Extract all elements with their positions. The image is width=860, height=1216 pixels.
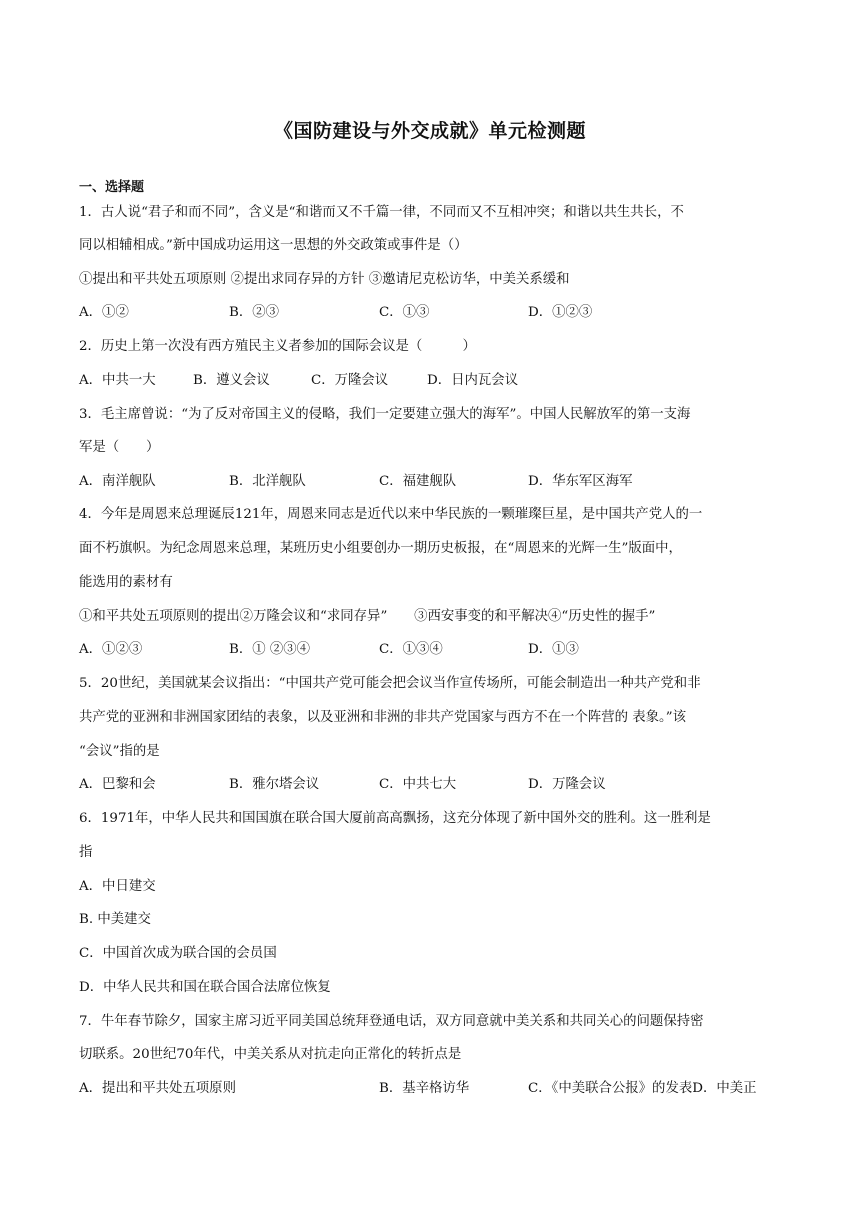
q1-statements: ①提出和平共处五项原则 ②提出求同存异的方针 ③邀请尼克松访华，中美关系缓和 [79,272,570,287]
q6-option-c: C．中国首次成为联合国的会员国 [79,946,277,961]
q6-option-d: D．中华人民共和国在联合国合法席位恢复 [79,980,331,995]
q5-option-d: D．万隆会议 [528,777,606,792]
q7-stem-line1: 7．牛年春节除夕，国家主席习近平同美国总统拜登通电话，双方同意就中美关系和共同关心的问题保持密 [79,1014,704,1029]
q4-stem-line1: 4．今年是周恩来总理诞辰121年，周恩来同志是近代以来中华民族的一颗璀璨巨星，是中国共产党人的一 [79,507,703,522]
q7-option-a: A．提出和平共处五项原则 [79,1081,236,1096]
q4-stem-line3: 能选用的素材有 [79,575,173,590]
q4-stem-line2: 面不朽旗帜。为纪念周恩来总理，某班历史小组要创办一期历史板报，在“周恩来的光辉一生”版面中， [79,541,682,556]
q7-option-c: C．《中美联合公报》的发表D．中美正 [528,1081,757,1096]
q1-stem-line2: 同以相辅相成。”新中国成功运用这一思想的外交政策或事件是（） [79,238,468,253]
q4-statements: ①和平共处五项原则的提出②万隆会议和“求同存异” ③西安事变的和平解决④“历史性的握手” [79,609,656,624]
q6-stem-line1: 6．1971年，中华人民共和国国旗在联合国大厦前高高飘扬，这充分体现了新中国外交的胜利。这一胜利是 [79,811,711,826]
q3-option-b: B．北洋舰队 [229,474,306,489]
q6-option-b: B. 中美建交 [79,912,151,927]
q4-option-a: A．①②③ [79,642,143,657]
q5-option-c: C．中共七大 [379,777,457,792]
section-heading: 一、选择题 [79,180,145,195]
q1-option-d: D．①②③ [528,305,593,320]
page-title: 《国防建设与外交成就》单元检测题 [273,120,586,142]
q5-option-b: B．雅尔塔会议 [229,777,320,792]
q2-option-b: B．遵义会议 [193,373,270,388]
q1-option-a: A．①② [79,305,129,320]
q1-option-b: B．②③ [229,305,280,320]
q3-option-a: A．南洋舰队 [79,474,156,489]
q3-stem-line2: 军是（ ） [79,440,160,455]
q2-option-c: C．万隆会议 [311,373,389,388]
q2-option-a: A．中共一大 [79,373,156,388]
q5-stem-line1: 5．20世纪，美国就某会议指出：“中国共产党可能会把会议当作宣传场所，可能会制造出一种共产党和非 [79,676,701,691]
q4-option-b: B．① ②③④ [229,642,311,657]
q6-option-a: A．中日建交 [79,879,156,894]
q1-option-c: C．①③ [379,305,430,320]
q3-stem-line1: 3．毛主席曾说：“为了反对帝国主义的侵略，我们一定要建立强大的海军”。中国人民解放军的第一支海 [79,407,691,422]
q5-option-a: A．巴黎和会 [79,777,156,792]
q7-option-b: B．基辛格访华 [379,1081,470,1096]
q5-stem-line3: “会议”指的是 [79,744,160,759]
q2-stem-line1: 2．历史上第一次没有西方殖民主义者参加的国际会议是（ ） [79,339,476,354]
q3-option-d: D．华东军区海军 [528,474,633,489]
q6-stem-line2: 指 [79,845,93,860]
q5-stem-line2: 共产党的亚洲和非洲国家团结的表象，以及亚洲和非洲的非共产党国家与西方不在一个阵营的 表象。”该 [79,710,686,725]
q4-option-c: C．①③④ [379,642,443,657]
q7-stem-line2: 切联系。20世纪70年代，中美关系从对抗走向正常化的转折点是 [79,1047,462,1062]
q1-stem-line1: 1．古人说“君子和而不同”，含义是“和谐而又不千篇一律，不同而又不互相冲突；和谐以共生共长，不 [79,205,684,220]
q2-option-d: D．日内瓦会议 [427,373,519,388]
q4-option-d: D．①③ [528,642,579,657]
q3-option-c: C．福建舰队 [379,474,457,489]
